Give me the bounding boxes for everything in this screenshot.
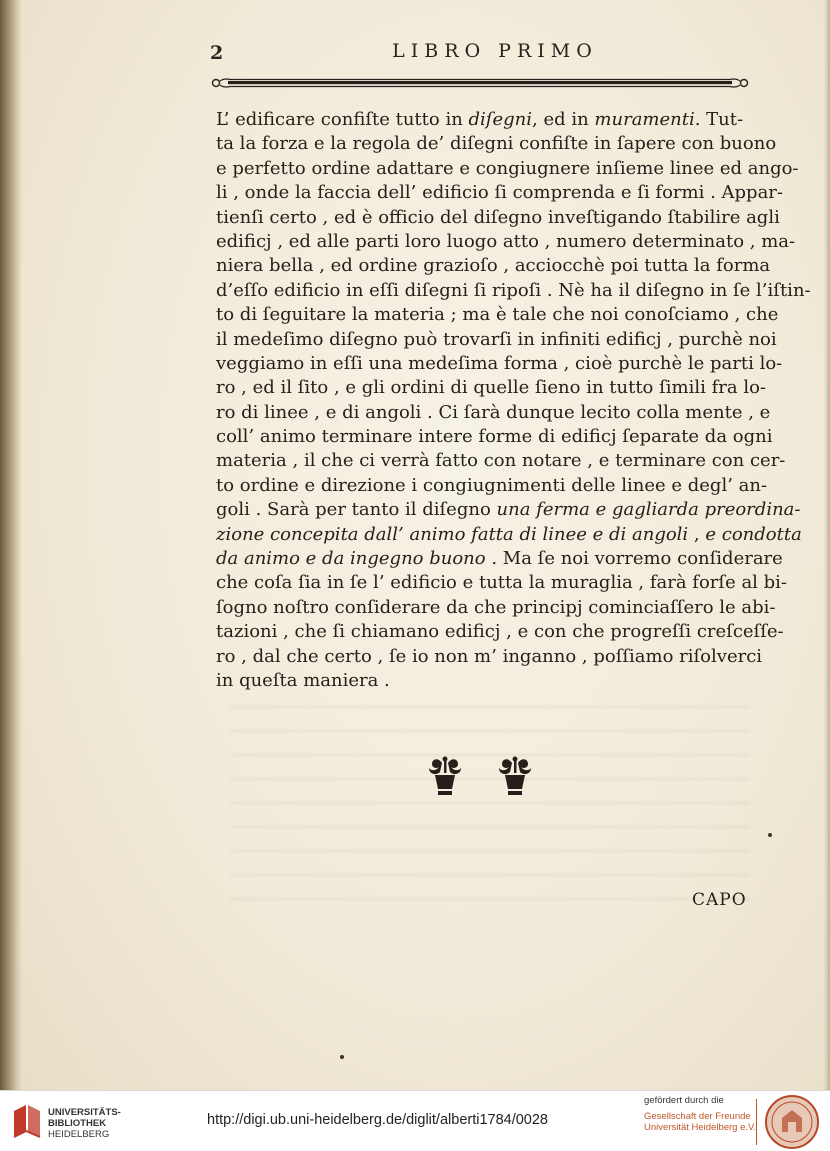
text-run: una ferma e gagliarda preordina- [496, 499, 801, 521]
digitization-footer [0, 1090, 830, 1151]
book-spine-shadow [0, 0, 22, 1090]
text-run: che coſa ſia in ſe l’ edificio e tutta la muraglia , farà forſe al bi- [216, 572, 788, 594]
text-run: to ordine e direzione i congiugnimenti delle linee e degl’ an- [216, 474, 768, 496]
text-run: ro , dal che certo , ſe io non m’ inganno , poſſiamo riſolverci [216, 645, 763, 667]
page-edge [824, 0, 830, 1090]
text-line [216, 376, 766, 400]
page-header [200, 38, 760, 66]
running-title: LIBRO PRIMO [392, 40, 598, 62]
text-line [216, 254, 771, 278]
text-line [216, 352, 783, 376]
text-run: da animo e da ingegno buono [216, 548, 486, 570]
text-run: materia , il che ci verrà fatto con notare , e terminare con cer- [216, 450, 786, 472]
flower-vase-ornament-left [429, 757, 461, 796]
library-logo-icon [10, 1101, 44, 1141]
text-run: ro di linee , e di angoli . Ci ſarà dunque lecito colla mente , e [216, 401, 771, 423]
text-run: zione concepita dall’ animo fatta di linee e di angoli [216, 523, 689, 545]
text-line [216, 157, 799, 181]
text-run: e condotta [705, 523, 802, 545]
body-paragraph [216, 108, 811, 693]
text-line [216, 132, 777, 156]
text-line [216, 230, 796, 254]
text-run: il medeſimo diſegno può trovarſi in infiniti edificj , purchè noi [216, 328, 777, 350]
text-run: ſogno noſtro conſiderare da che principj cominciaſſero le abi- [216, 596, 776, 618]
text-run: edificj , ed alle parti loro luogo atto , numero determinato , ma- [216, 230, 796, 252]
page-number: 2 [210, 42, 224, 64]
text-line [216, 498, 801, 522]
text-run: tienſi certo , ed è officio del diſegno inveſtigando ſtabilire agli [216, 206, 780, 228]
text-line [216, 206, 780, 230]
society-name: Gesellschaft der Freunde Universität Heidelberg e.V. [644, 1111, 757, 1133]
text-run: li , onde la faccia dell’ edificio ſi comprenda e ſi formi . Appar- [216, 182, 783, 204]
text-run: . Tut- [694, 109, 744, 130]
show-through-text [230, 700, 750, 900]
text-run: ta la forza e la regola de’ diſegni confiſte in ſapere con buono [216, 133, 777, 155]
text-line [216, 669, 738, 693]
text-line [216, 571, 788, 595]
text-run: , [688, 523, 706, 545]
paper-speck [340, 1055, 344, 1059]
text-run: L’ edificare confiſte tutto in [216, 109, 469, 130]
text-line [216, 645, 763, 669]
text-run: veggiamo in eſſi una medeſima forma , cioè purchè le parti lo- [216, 352, 783, 374]
text-line [216, 108, 744, 132]
text-line [216, 279, 811, 303]
decorative-rule [210, 75, 750, 91]
printer-ornaments [420, 755, 540, 799]
text-line [216, 547, 783, 571]
text-line [216, 449, 786, 473]
text-run: tazioni , che ſi chiamano edificj , e con che progreſſi creſceſſe- [216, 621, 784, 643]
text-run: to di ſeguitare la materia ; ma è tale che noi conoſciamo , che [216, 304, 779, 326]
text-line [216, 523, 802, 547]
text-run: d’eſſo edificio in eſſi diſegni ſi ripoſi . Nè ha il diſegno in ſe l’iſtin- [216, 279, 811, 301]
text-run: ro , ed il ſito , e gli ordini di quelle ſieno in tutto ſimili fra lo- [216, 377, 766, 399]
text-run: e perfetto ordine adattare e congiugnere inſieme linee ed ango- [216, 157, 799, 179]
text-run: in queſta maniera . [216, 669, 390, 691]
text-run: coll’ animo terminare intere forme di edificj ſeparate da ogni [216, 426, 773, 448]
text-line [216, 181, 783, 205]
paper-speck [768, 833, 772, 837]
text-line [216, 425, 773, 449]
text-line [216, 328, 777, 352]
text-run: diſegni [468, 109, 532, 130]
text-run: muramenti [594, 109, 695, 130]
footer-divider [756, 1099, 757, 1145]
text-line [216, 401, 771, 425]
text-run: . Ma ſe noi vorremo conſiderare [485, 548, 783, 570]
text-line [216, 596, 776, 620]
text-line [216, 303, 779, 327]
permalink-url[interactable]: http://digi.ub.uni-heidelberg.de/diglit/alberti1784/0028 [207, 1112, 548, 1128]
text-line [216, 474, 768, 498]
flower-vase-ornament-right [499, 757, 531, 796]
text-run: niera bella , ed ordine grazioſo , acciocchè poi tutta la forma [216, 255, 771, 277]
text-run: goli . Sarà per tanto il diſegno [216, 499, 497, 521]
university-seal-icon [764, 1094, 820, 1150]
catchword: CAPO [692, 890, 747, 910]
text-line [216, 620, 784, 644]
library-name: UNIVERSITÄTS- BIBLIOTHEK HEIDELBERG [48, 1107, 121, 1140]
text-run: , ed in [532, 109, 595, 130]
funding-label: gefördert durch die [644, 1095, 724, 1106]
